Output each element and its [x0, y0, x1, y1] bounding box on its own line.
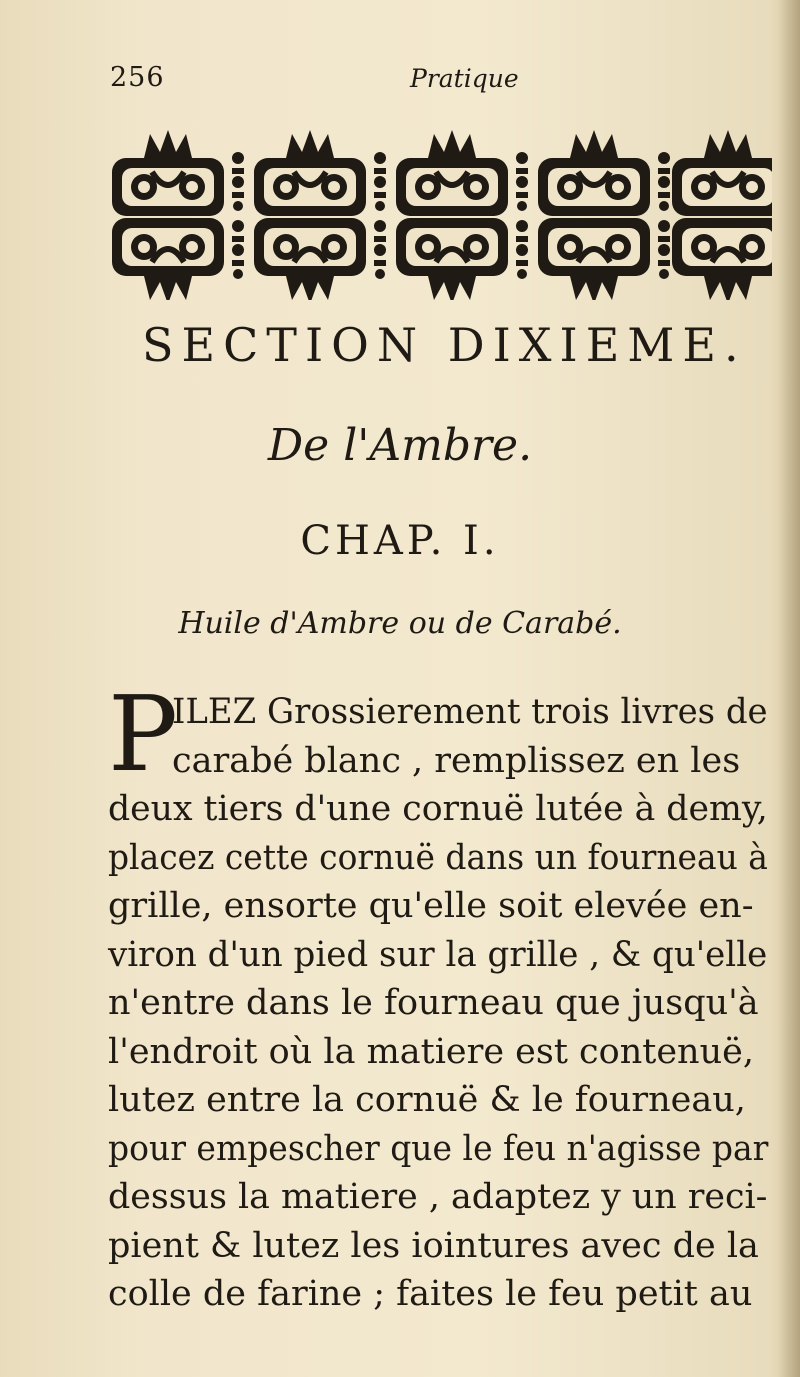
- text-line-content: pour empescher que le feu n'agisse par: [108, 1128, 769, 1169]
- text-line: [108, 979, 768, 1028]
- text-line: [108, 737, 768, 786]
- text-line-content: ILEZ Grossierement trois livres de: [172, 692, 768, 732]
- text-line-content: grille, ensorte qu'elle soit elevée en-: [108, 886, 754, 926]
- recipe-title: Huile d'Ambre ou de Carabé.: [178, 606, 622, 641]
- text-line: [108, 1173, 768, 1222]
- text-line-content: lutez entre la cornuë & le fourneau,: [108, 1080, 746, 1120]
- text-line: [108, 688, 768, 737]
- text-line-content: dessus la matiere , adaptez y un reci-: [108, 1177, 768, 1217]
- text-line-content: deux tiers d'une cornuë lutée à demy,: [108, 789, 768, 829]
- text-line: [108, 1076, 768, 1125]
- text-line: [108, 785, 768, 834]
- text-line-content: placez cette cornuë dans un fourneau à: [108, 837, 768, 878]
- body-paragraph: [108, 673, 769, 1319]
- text-line: [108, 1222, 768, 1271]
- text-line: [108, 834, 768, 883]
- drop-cap: P: [108, 673, 178, 795]
- fleuron-border-icon: [108, 128, 772, 300]
- text-line-content: pient & lutez les iointures avec de la: [108, 1225, 759, 1266]
- chapter-title: CHAP. I.: [300, 518, 500, 564]
- text-line: [108, 1028, 768, 1077]
- page-header: [110, 62, 770, 102]
- section-title: SECTION DIXIEME.: [142, 318, 747, 372]
- page-number: 256: [110, 62, 165, 93]
- running-title: Pratique: [410, 64, 519, 93]
- spine-shadow: [778, 0, 800, 1377]
- text-line-content: viron d'un pied sur la grille , & qu'elle: [108, 934, 768, 975]
- text-line: [108, 1270, 768, 1319]
- text-line-content: carabé blanc , remplissez en les: [172, 740, 741, 781]
- text-line: [108, 882, 768, 931]
- text-line: [108, 931, 768, 980]
- text-line: [108, 1125, 768, 1174]
- subject-title: De l'Ambre.: [267, 420, 533, 471]
- text-line-content: l'endroit où la matiere est contenuë,: [108, 1031, 754, 1072]
- text-line-content: colle de farine ; faites le feu petit au: [108, 1274, 753, 1314]
- text-line-content: n'entre dans le fourneau que jusqu'à: [108, 983, 759, 1023]
